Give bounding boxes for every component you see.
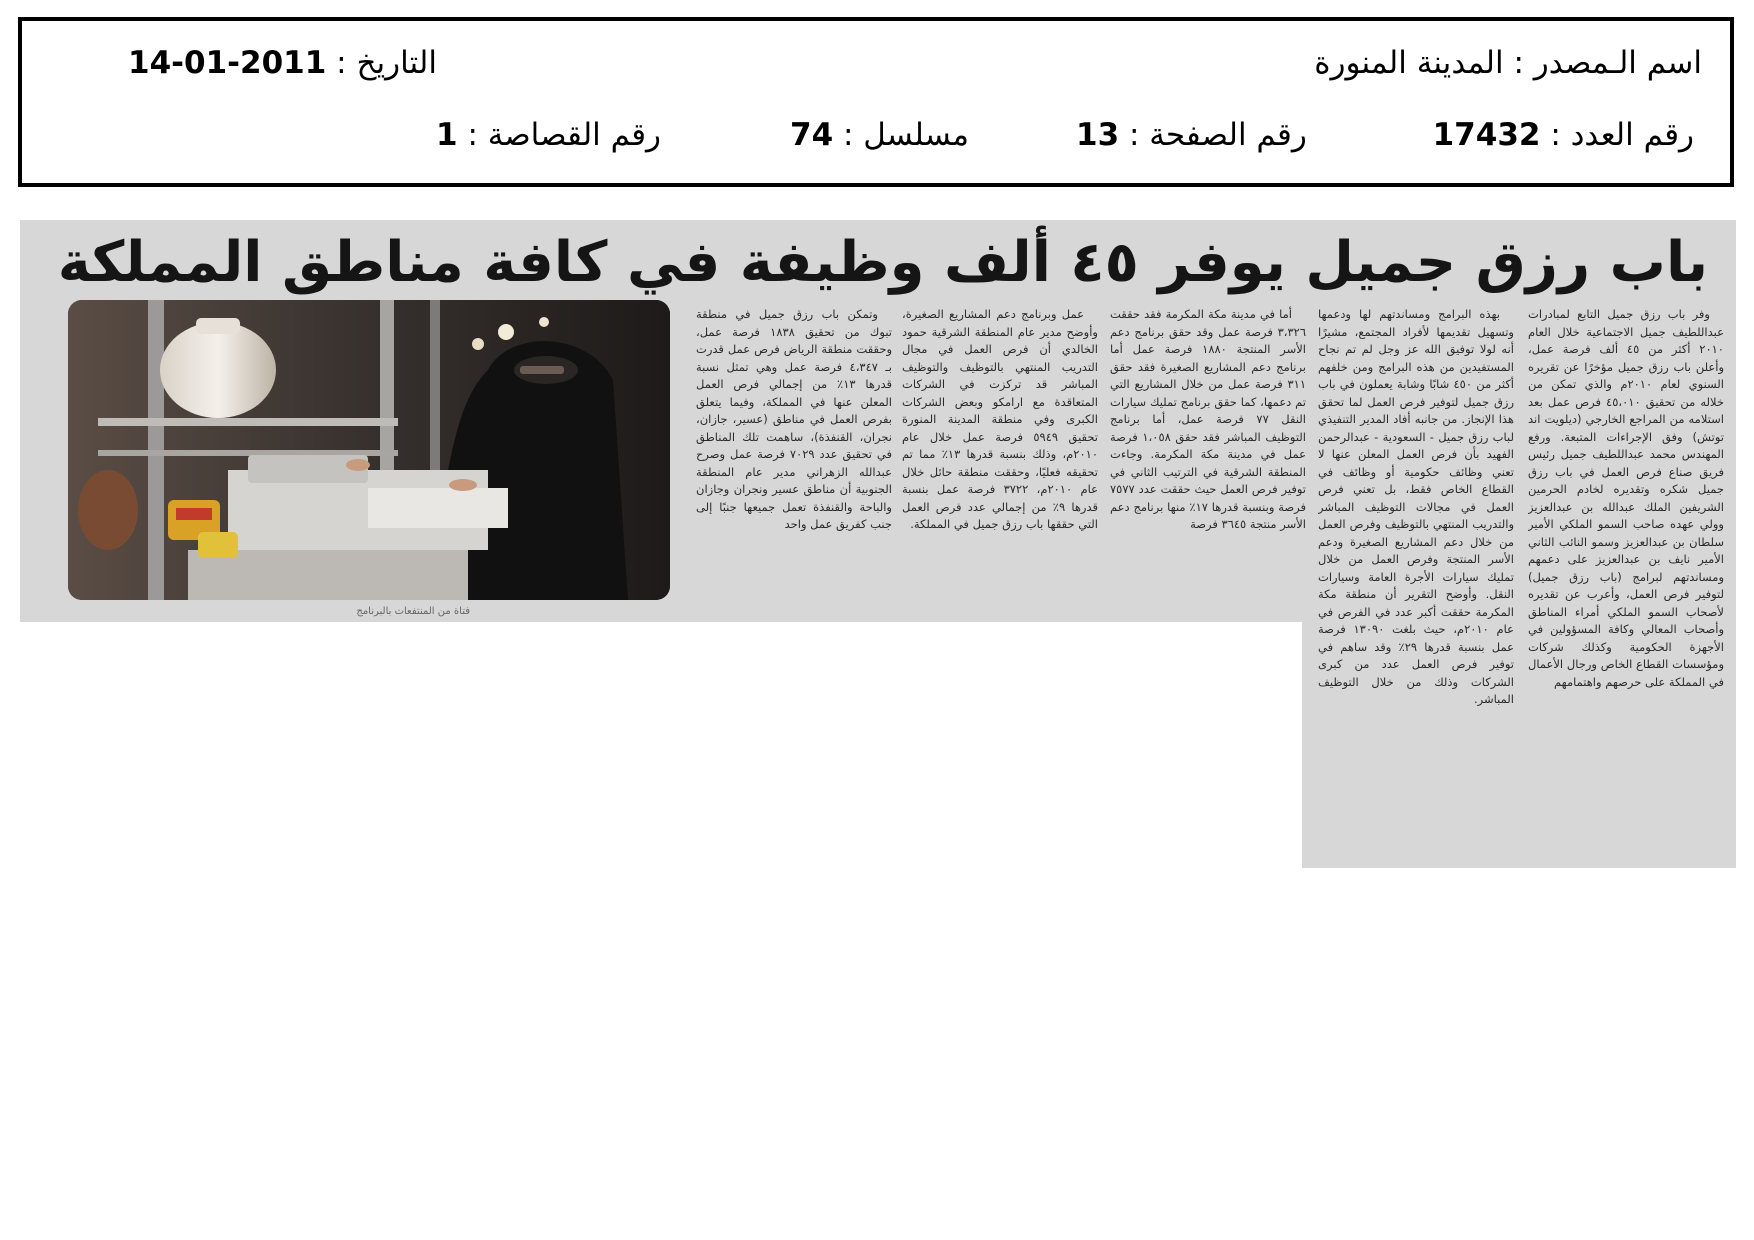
clip-number-value: 1 — [436, 117, 458, 153]
photo-caption: فتاة من المنتفعات بالبرنامج — [356, 606, 470, 617]
clip-number-label: رقم القصاصة : — [467, 117, 662, 153]
clipping-info-box — [18, 17, 1734, 187]
article-photo — [68, 300, 670, 600]
source-value: المدينة المنورة — [1314, 45, 1504, 81]
column-4-text: عمل وبرنامج دعم المشاريع الصغيرة، وأوضح مدير عام المنطقة الشرقية حمود الخالدي أن فرص العمل في مجال التدريب المنتهي بالتوظيف والتوظيف المباشر قد تركزت في الشركات المتعاقدة مع ارامكو وبعض الشركات الكبرى وفي منطقة المدينة المنورة تحقيق ٥٩٤٩ فرصة عمل خلال عام ٢٠١٠م، وذلك بنسبة قدرها ١٣٪ مما تم تحقيقه فعليًا، وحققت منطقة حائل خلال عام ٢٠١٠م، ٣٧٢٢ فرصة عمل بنسبة قدرها ٩٪ من إجمالي عدد فرص العمل التي حققها باب رزق جميل في المملكة. — [902, 307, 1098, 531]
page-value: 13 — [1076, 117, 1120, 153]
article-column-5 — [696, 306, 892, 618]
source-label: اسم الـمصدر : — [1513, 45, 1702, 81]
issue-field — [1433, 115, 1694, 155]
serial-value: 74 — [790, 117, 834, 153]
date-field — [128, 43, 437, 83]
clipping-blank-area — [20, 622, 1302, 868]
column-5-text: وتمكن باب رزق جميل في منطقة تبوك من تحقيق ١٨٣٨ فرصة عمل، وحققت منطقة الرياض فرص عمل قدرت بـ ٤،٣٤٧ فرصة عمل وهي تمثل نسبة قدرها ١٣٪ من إجمالي فرص العمل المعلن عنها في المملكة، وفيما يتعلق بفرص العمل في مناطق (عسير، جازان، نجران، القنفذة)، ساهمت تلك المناطق في تحقيق عدد ٧٠٢٩ فرصة عمل وصرح عبدالله الزهراني مدير عام المنطقة الجنوبية أن مناطق عسير ونجران وجازان والباحة والقنفذة تعمل جميعها جنبًا إلى جنب كفريق عمل واحد — [696, 307, 892, 531]
issue-label: رقم العدد : — [1550, 117, 1694, 153]
clip-number-field — [436, 115, 661, 155]
article-column-1 — [1528, 306, 1724, 862]
serial-label: مسلسل : — [843, 117, 969, 153]
serial-field — [790, 115, 969, 155]
article-column-4 — [902, 306, 1098, 618]
column-3-text: أما في مدينة مكة المكرمة فقد حققت ٣،٣٢٦ فرصة عمل وقد حقق برنامج دعم الأسر المنتجة ١٨٨٠ فرصة عمل أما برنامج دعم المشاريع الصغيرة فقد حقق ٣١١ فرصة عمل من خلال المشاريع التي تم دعمها، كما حقق برنامج تمليك سيارات النقل ٧٧ فرصة عمل، أما برنامج التوظيف المباشر فقد حقق ١،٠٥٨ فرصة عمل في مدينة مكة المكرمة. وجاءت المنطقة الشرقية في الترتيب الثاني في توفير فرص العمل حيث حققت عدد ٧٥٧٧ فرصة وبنسبة قدرها ١٧٪ منها برنامج دعم الأسر منتجة ٣٦٤٥ فرصة — [1110, 307, 1306, 531]
source-field — [1314, 43, 1702, 83]
newspaper-clipping — [20, 220, 1736, 868]
article-column-2 — [1318, 306, 1514, 862]
page-label: رقم الصفحة : — [1129, 117, 1307, 153]
column-1-text: وفر باب رزق جميل التابع لمبادرات عبداللطيف جميل الاجتماعية خلال العام ٢٠١٠ أكثر من ٤٥ ألف فرصة عمل، وأعلن باب رزق جميل مؤخرًا عن تقريره السنوي لعام ٢٠١٠م والذي تمكن من خلاله من تحقيق ٤٥،٠١٠ فرص عمل بعد استلامه من المراجع الخارجي (ديلويت اند توتش) وفق الإجراءات المتبعة. ورفع المهندس محمد عبداللطيف جميل رئيس فريق صناع فرص العمل في باب رزق جميل شكره وتقديره لخادم الحرمين الشريفين الملك عبدالله بن عبدالعزيز وولي عهده صاحب السمو الملكي الأمير سلطان بن عبدالعزيز وسمو النائب الثاني الأمير نايف بن عبدالعزيز على دعمهم ومساندتهم لبرامج (باب رزق جميل) لتوفير فرص العمل، وأعرب عن تقديره لأصحاب السمو الملكي أمراء المناطق وأصحاب المعالي وكافة المسؤولين في الأجهزة الحكومية وكذلك شركات ومؤسسات القطاع الخاص ورجال الأعمال في المملكة على حرصهم واهتمامهم — [1528, 307, 1724, 689]
photo-illustration — [68, 300, 670, 600]
article-column-3 — [1110, 306, 1306, 618]
date-value: 2011-01-14 — [128, 45, 327, 81]
date-label: التاريخ : — [336, 45, 437, 81]
column-2-text: بهذه البرامج ومساندتهم لها ودعمها وتسهيل تقديمها لأفراد المجتمع، مشيرًا أنه لولا توفيق الله عز وجل لم تم نجاح المستفيدين من هذه البرامج ومن خلفهم أكثر من ٤٥٠ شابًا وشابة يعملون في باب رزق جميل لتوفير فرص العمل لما تحقق هذا الإنجاز. من جانبه أفاد المدير التنفيذي لباب رزق جميل - السعودية - عبدالرحمن الفهيد بأن فرص العمل المعلن عنها لا تعني وظائف حكومية أو وظائف في القطاع الخاص فقط، بل تعني فرص العمل في مجالات التوظيف المباشر والتدريب المنتهي بالتوظيف وفرص العمل من خلال دعم المشاريع الصغيرة ودعم الأسر المنتجة وفرص العمل من خلال تمليك سيارات الأجرة العامة وسيارات النقل. وأوضح التقرير أن منطقة مكة المكرمة حققت أكبر عدد في الفرص في عام ٢٠١٠م، حيث بلغت ١٣٠٩٠ فرصة عمل بنسبة قدرها ٢٩٪ وقد ساهم في توفير فرص العمل عدد من كبرى الشركات وذلك من خلال التوظيف المباشر. — [1318, 307, 1514, 706]
issue-value: 17432 — [1432, 117, 1541, 153]
article-headline: باب رزق جميل يوفر ٤٥ ألف وظيفة في كافة مناطق المملكة — [57, 230, 1708, 295]
page-field — [1076, 115, 1307, 155]
